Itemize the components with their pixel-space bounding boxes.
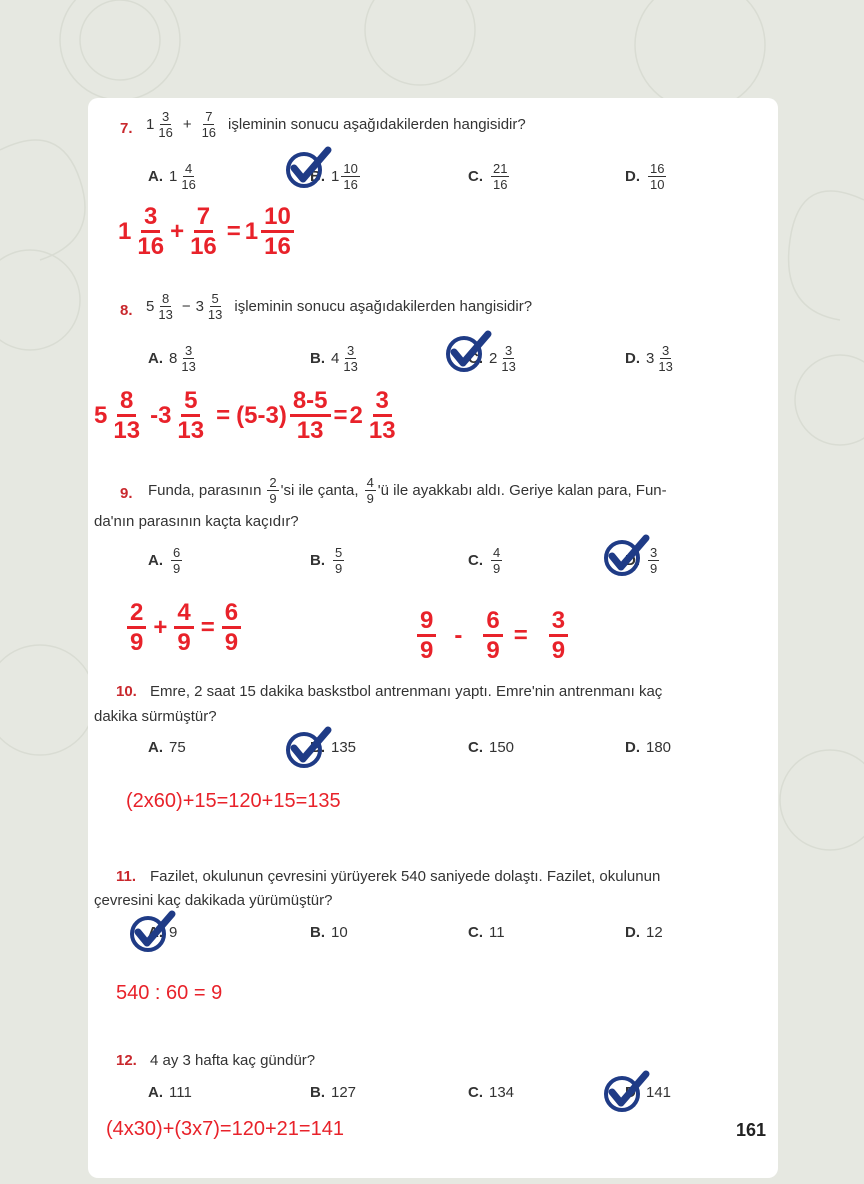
q11-option-b-label: B. xyxy=(310,924,325,941)
q7-sol-d3: 16 xyxy=(264,233,291,261)
q12-solution: (4x30)+(3x7)=120+21=141 xyxy=(106,1118,344,1140)
q8-sol-paren: (5-3) xyxy=(236,401,287,429)
q12-checkmark-icon xyxy=(602,1070,652,1114)
q8-sol-n4: 3 xyxy=(373,388,392,417)
q9-f2-den: 9 xyxy=(366,491,374,506)
q9-sol2-n2: 6 xyxy=(483,608,502,637)
q8-option-b[interactable] xyxy=(310,344,362,373)
q7-text: işleminin sonucu aşağıdakilerden hangisidir? xyxy=(228,116,526,133)
q9-option-a-den: 9 xyxy=(173,561,181,576)
q7-option-a-whole: 1 xyxy=(169,168,178,185)
worksheet-page xyxy=(88,98,778,1178)
q9-sol2-n1: 9 xyxy=(417,608,436,637)
q9-text1: Funda, parasının xyxy=(148,482,262,499)
q8-option-b-label: B. xyxy=(310,350,325,367)
q11-option-d[interactable] xyxy=(625,924,663,941)
q11-option-b[interactable] xyxy=(310,924,348,941)
q9-option-d-den: 9 xyxy=(650,561,658,576)
q7-sol-d1: 16 xyxy=(137,233,165,261)
q9-f1-den: 9 xyxy=(269,491,277,506)
q8-option-a-num: 3 xyxy=(184,343,193,358)
q7-option-d-den: 10 xyxy=(650,177,665,192)
q12-option-c-label: C. xyxy=(468,1084,483,1101)
q11-number: 11. xyxy=(116,868,137,885)
q12-option-a-label: A. xyxy=(148,1084,163,1101)
q11-option-c-label: C. xyxy=(468,924,483,941)
q9-sol2-eq: = xyxy=(513,621,528,649)
q9-option-d-num: 3 xyxy=(650,545,658,560)
q8-option-b-whole: 4 xyxy=(331,350,340,367)
q12-number: 12. xyxy=(116,1052,137,1069)
q7-sol-n1: 3 xyxy=(141,204,160,233)
q10-option-d[interactable] xyxy=(625,739,671,756)
q8-sol-n1: 8 xyxy=(117,388,136,417)
q8-sol-minus: - xyxy=(150,401,159,429)
q8-option-d-label: D. xyxy=(625,350,640,367)
q10-solution: (2x60)+15=120+15=135 xyxy=(126,790,341,812)
q7-option-b-whole: 1 xyxy=(331,168,340,185)
q9-sol2-n3: 3 xyxy=(549,608,568,637)
q12-option-c[interactable] xyxy=(468,1084,514,1101)
q10-checkmark-icon xyxy=(284,726,334,770)
q8-expr-den2: 13 xyxy=(207,307,223,322)
q8-option-a-den: 13 xyxy=(181,359,196,374)
q7-sol-d2: 16 xyxy=(190,233,217,261)
q10-text2: dakika sürmüştür? xyxy=(94,708,217,725)
q9-option-d-label: D. xyxy=(625,552,640,569)
q12-option-b-label: B. xyxy=(310,1084,325,1101)
q8-expr-whole1: 5 xyxy=(146,298,155,315)
q7-sol-w3: 1 xyxy=(244,217,259,245)
q9-option-b-den: 9 xyxy=(335,561,343,576)
q9-sol2-minus: - xyxy=(454,621,463,649)
q12-option-b-value: 127 xyxy=(331,1084,357,1101)
q10-option-c[interactable] xyxy=(468,739,514,756)
q7-option-a-num: 4 xyxy=(184,161,193,176)
q9-option-b[interactable] xyxy=(310,546,346,575)
q7-option-c-den: 16 xyxy=(493,177,508,192)
q9-sol1-plus: + xyxy=(153,613,168,641)
q7-number: 7. xyxy=(120,120,133,137)
q7-expr-num1: 3 xyxy=(161,109,170,124)
q8-expr-den1: 13 xyxy=(158,307,173,322)
q7-solution xyxy=(118,204,297,259)
q11-option-c-value: 11 xyxy=(489,924,505,941)
q7-option-d[interactable] xyxy=(625,162,668,191)
q8-sol-w4: 2 xyxy=(349,401,363,429)
q10-option-a-label: A. xyxy=(148,739,163,756)
q7-option-a-den: 16 xyxy=(181,177,196,192)
q9-option-a-num: 6 xyxy=(173,545,181,560)
q9-stem-line1 xyxy=(148,476,667,505)
q7-expr-num2: 7 xyxy=(205,109,213,124)
q8-stem xyxy=(146,292,532,321)
q10-option-c-value: 150 xyxy=(489,739,515,756)
q9-sol1-d2: 9 xyxy=(177,629,191,657)
q10-option-d-value: 180 xyxy=(646,739,672,756)
q8-sol-eq1: = xyxy=(216,401,231,429)
q8-option-d-den: 13 xyxy=(658,359,673,374)
q9-option-b-num: 5 xyxy=(335,545,343,560)
q8-expr-num1: 8 xyxy=(161,291,170,306)
q9-option-b-label: B. xyxy=(310,552,325,569)
q11-checkmark-icon xyxy=(128,910,178,954)
q7-option-a[interactable] xyxy=(148,162,200,191)
q8-sol-w2: 3 xyxy=(158,401,172,429)
q9-solution2 xyxy=(414,608,571,663)
q8-option-c-num: 3 xyxy=(504,343,513,358)
q8-sol-d4: 13 xyxy=(368,417,396,445)
q7-expr-op: + xyxy=(182,116,192,133)
q8-sol-d1: 13 xyxy=(113,417,141,445)
q7-option-c[interactable] xyxy=(468,162,511,191)
q8-option-a[interactable] xyxy=(148,344,200,373)
q9-checkmark-icon xyxy=(602,534,652,578)
q8-checkmark-icon xyxy=(444,330,494,374)
q11-option-b-value: 10 xyxy=(331,924,348,941)
q8-sol-d3: 13 xyxy=(296,417,324,445)
page-number: 161 xyxy=(736,1120,767,1140)
q9-text4: da'nın parasının kaçta kaçıdır? xyxy=(94,513,299,530)
q8-text: işleminin sonucu aşağıdakilerden hangisidir? xyxy=(234,298,533,315)
q9-text2: 'si ile çanta, xyxy=(280,482,359,499)
q9-option-c-num: 4 xyxy=(493,545,501,560)
q9-sol2-d1: 9 xyxy=(420,637,434,665)
q7-sol-plus: + xyxy=(170,217,185,245)
q7-option-b-num: 10 xyxy=(343,161,358,176)
q12-text: 4 ay 3 hafta kaç gündür? xyxy=(150,1052,316,1069)
q8-expr-whole2: 3 xyxy=(195,298,204,315)
q11-option-a-label: A. xyxy=(148,924,163,941)
q9-option-c-den: 9 xyxy=(493,561,501,576)
q9-sol1-n2: 4 xyxy=(174,600,193,629)
q7-option-b-den: 16 xyxy=(343,177,358,192)
q8-option-c-den: 13 xyxy=(501,359,516,374)
q8-solution xyxy=(94,388,402,443)
q10-option-a[interactable] xyxy=(148,739,186,756)
q8-option-a-label: A. xyxy=(148,350,163,367)
q9-sol2-d3: 9 xyxy=(551,637,566,665)
q9-solution1 xyxy=(124,600,244,655)
q9-sol1-d1: 9 xyxy=(130,629,144,657)
q11-solution: 540 : 60 = 9 xyxy=(116,982,223,1004)
q7-sol-w1: 1 xyxy=(118,217,132,245)
q9-f1-num: 2 xyxy=(269,475,277,490)
q8-sol-w1: 5 xyxy=(94,401,108,429)
q10-number: 10. xyxy=(116,683,137,700)
q7-option-a-label: A. xyxy=(148,168,163,185)
q9-option-a-label: A. xyxy=(148,552,163,569)
q7-expr-den2: 16 xyxy=(201,125,217,140)
q8-expr-op: − xyxy=(181,298,191,315)
q7-stem xyxy=(146,110,526,139)
q8-expr-num2: 5 xyxy=(211,291,219,306)
q8-sol-d2: 13 xyxy=(177,417,205,445)
q8-option-d-num: 3 xyxy=(661,343,670,358)
q11-option-d-label: D. xyxy=(625,924,640,941)
q9-sol1-eq: = xyxy=(200,613,215,641)
q11-text1: Fazilet, okulunun çevresini yürüyerek 540 saniyede dolaştı. Fazilet, okulunun xyxy=(150,868,661,885)
q11-option-d-value: 12 xyxy=(646,924,663,941)
q9-sol1-n3: 6 xyxy=(222,600,241,629)
q10-option-d-label: D. xyxy=(625,739,640,756)
q9-sol1-n1: 2 xyxy=(127,600,146,629)
q9-f2-num: 4 xyxy=(366,475,374,490)
q9-number: 9. xyxy=(120,485,133,502)
q7-option-b-label: B. xyxy=(310,168,325,185)
q8-option-c-whole: 2 xyxy=(489,350,498,367)
q10-option-b-label: B. xyxy=(310,739,325,756)
q7-sol-n3: 10 xyxy=(261,204,294,233)
q7-sol-eq: = xyxy=(226,217,241,245)
q12-option-a[interactable] xyxy=(148,1084,192,1101)
q7-option-c-num: 21 xyxy=(493,161,508,176)
q8-sol-eq2: = xyxy=(333,401,348,429)
q11-option-a-value: 9 xyxy=(169,924,178,941)
q7-checkmark-icon xyxy=(284,146,334,190)
q10-option-b-value: 135 xyxy=(331,739,357,756)
q12-option-d-label: D. xyxy=(625,1084,640,1101)
q12-option-b[interactable] xyxy=(310,1084,356,1101)
q9-text3: 'ü ile ayakkabı aldı. Geriye kalan para, Fun- xyxy=(377,482,667,499)
q11-text2: çevresini kaç dakikada yürümüştür? xyxy=(94,892,333,909)
q12-option-c-value: 134 xyxy=(489,1084,515,1101)
q8-option-c-label: C. xyxy=(468,350,483,367)
q8-option-b-num: 3 xyxy=(346,343,355,358)
q8-number: 8. xyxy=(120,302,133,319)
q7-expr-whole1: 1 xyxy=(146,116,155,133)
q8-option-d-whole: 3 xyxy=(646,350,655,367)
q11-option-c[interactable] xyxy=(468,924,505,941)
q7-option-d-num: 16 xyxy=(650,161,665,176)
q10-text1: Emre, 2 saat 15 dakika baskstbol antrenmanı yaptı. Emre'nin antrenmanı kaç xyxy=(150,683,663,700)
q12-option-d-value: 141 xyxy=(646,1084,672,1101)
q12-option-a-value: 111 xyxy=(169,1084,192,1101)
q8-option-b-den: 13 xyxy=(343,359,358,374)
q9-sol2-d2: 9 xyxy=(486,637,500,665)
q8-option-a-whole: 8 xyxy=(169,350,178,367)
q7-expr-den1: 16 xyxy=(158,125,173,140)
q10-option-a-value: 75 xyxy=(169,739,186,756)
q9-option-c-label: C. xyxy=(468,552,483,569)
q8-option-d[interactable] xyxy=(625,344,677,373)
q10-option-c-label: C. xyxy=(468,739,483,756)
q9-sol1-d3: 9 xyxy=(224,629,239,657)
q7-option-d-label: D. xyxy=(625,168,640,185)
q8-sol-n3: 8-5 xyxy=(290,388,331,417)
q7-sol-n2: 7 xyxy=(194,204,213,233)
q9-option-c[interactable] xyxy=(468,546,504,575)
q9-option-a[interactable] xyxy=(148,546,184,575)
q8-sol-n2: 5 xyxy=(181,388,200,417)
q7-option-c-label: C. xyxy=(468,168,483,185)
